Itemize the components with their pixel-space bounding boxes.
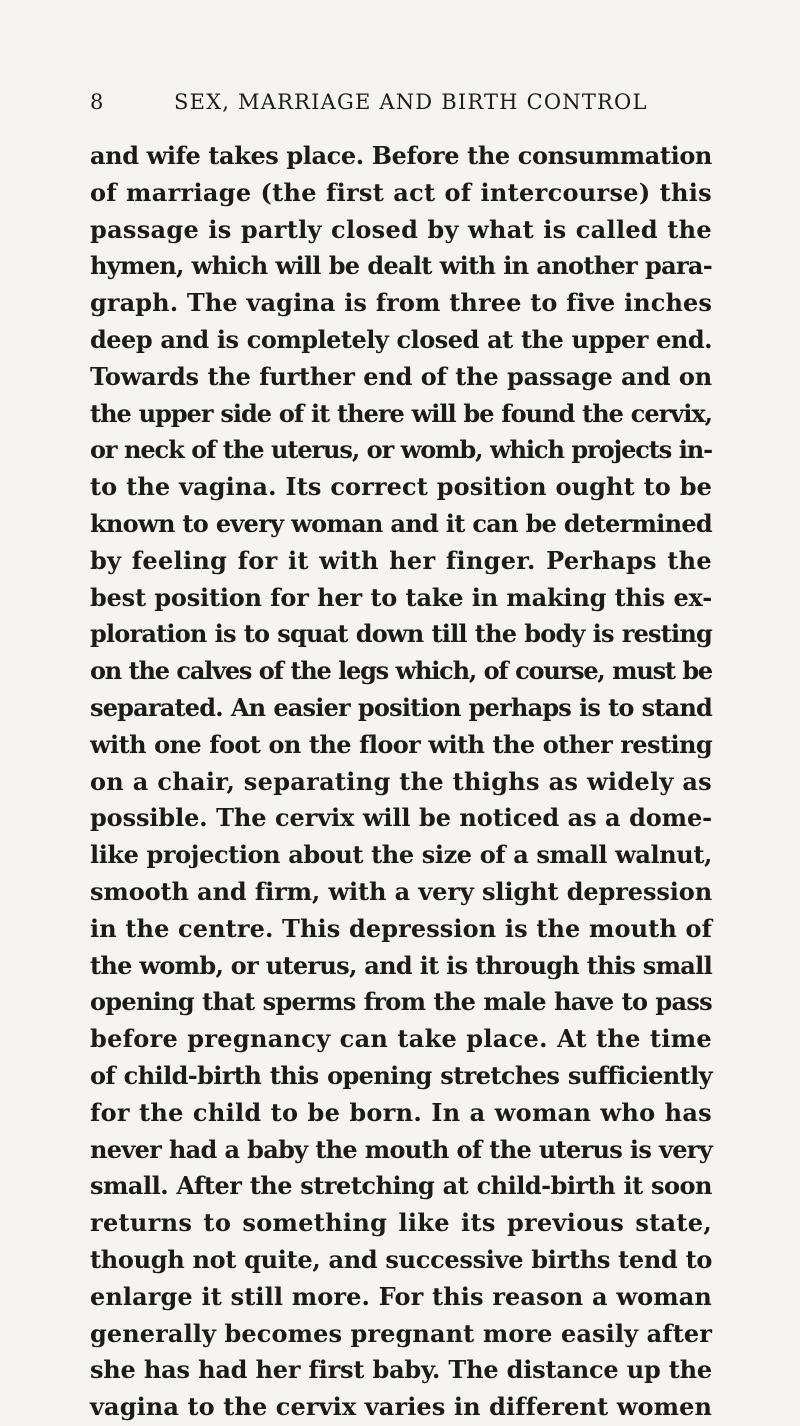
- text-line: possible. The cervix will be noticed as a dome-: [90, 803, 712, 833]
- text-line: on a chair, separating the thighs as widely as: [90, 766, 712, 796]
- text-line: though not quite, and successive births tend to: [90, 1244, 713, 1274]
- text-line: the upper side of it there will be found the cervix,: [90, 398, 712, 428]
- text-line: smooth and firm, with a very slight depression: [90, 876, 713, 906]
- text-line: to the vagina. Its correct position ought to be: [90, 472, 712, 502]
- text-line: in the centre. This depression is the mouth of: [90, 913, 712, 943]
- running-head: [90, 88, 710, 116]
- text-line: of marriage (the first act of intercourse) this: [90, 177, 712, 207]
- text-line: Towards the further end of the passage and on: [90, 361, 712, 391]
- text-line: and wife takes place. Before the consummation: [90, 141, 712, 170]
- text-line: before pregnancy can take place. At the time: [90, 1024, 712, 1054]
- text-line: never had a baby the mouth of the uterus is very: [90, 1134, 712, 1164]
- text-line: opening that sperms from the male have to pass: [90, 987, 712, 1017]
- text-line: separated. An easier position perhaps is to stand: [90, 692, 712, 722]
- text-line: the womb, or uterus, and it is through this small: [90, 950, 712, 980]
- text-line: hymen, which will be dealt with in another para-: [90, 251, 712, 281]
- running-title: SEX, MARRIAGE AND BIRTH CONTROL: [174, 90, 648, 114]
- text-line: best position for her to take in making this ex-: [90, 582, 712, 612]
- text-line: returns to something like its previous state,: [90, 1208, 712, 1238]
- text-line: deep and is completely closed at the upper end.: [90, 324, 712, 354]
- text-line: or neck of the uterus, or womb, which projects in-: [90, 435, 712, 465]
- text-line: passage is partly closed by what is called the: [90, 214, 712, 244]
- text-line: for the child to be born. In a woman who has: [90, 1097, 712, 1127]
- text-line: by feeling for it with her finger. Perhaps the: [90, 545, 712, 575]
- text-line: ploration is to squat down till the body is resting: [90, 619, 712, 649]
- text-line: graph. The vagina is from three to five inches: [90, 288, 712, 318]
- text-line: vagina to the cervix varies in different women: [90, 1392, 712, 1422]
- text-line: like projection about the size of a small walnut,: [90, 840, 712, 870]
- text-line: generally becomes pregnant more easily after: [90, 1318, 712, 1348]
- body-text: [90, 138, 712, 1426]
- text-line: small. After the stretching at child-birth it soon: [90, 1171, 712, 1201]
- text-line: enlarge it still more. For this reason a woman: [90, 1281, 712, 1311]
- text-line: on the calves of the legs which, of course, must be: [90, 656, 712, 686]
- text-line: known to every woman and it can be determined: [90, 508, 712, 538]
- text-line: she has had her first baby. The distance up the: [90, 1355, 712, 1385]
- text-line: with one foot on the floor with the other resting: [90, 729, 712, 759]
- text-line: of child-birth this opening stretches sufficiently: [90, 1060, 712, 1090]
- page-number: 8: [90, 90, 105, 114]
